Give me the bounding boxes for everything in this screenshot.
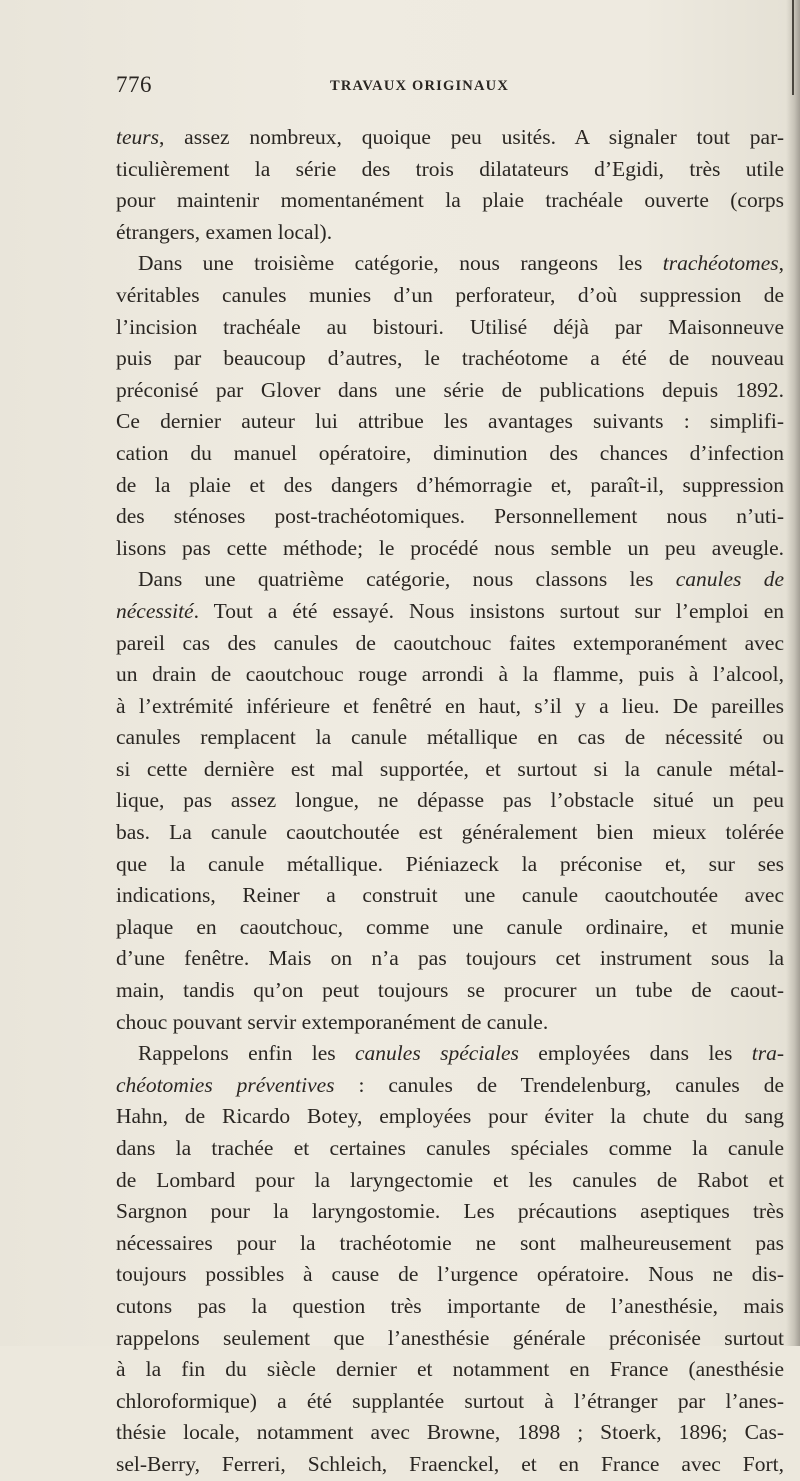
text-run: pareil cas des canules de caoutchouc faites extemporanément avec [116, 630, 784, 655]
text-run: lisons pas cette méthode; le procédé nous semble un peu aveugle. [116, 535, 784, 560]
text-line [116, 1228, 784, 1260]
text-run: Dans une troisième catégorie, nous rangeons les [138, 251, 663, 276]
text-run: sel-Berry, Ferreri, Schleich, Fraenckel, et en France avec Fort, [116, 1451, 784, 1476]
text-run: chouc pouvant servir extemporanément de canule. [116, 1009, 549, 1034]
text-run: , assez nombreux, quoique peu usités. A signaler tout par- [159, 125, 784, 149]
text-run: de Lombard pour la laryngectomie et les canules de Rabot et [116, 1167, 784, 1192]
running-head: TRAVAUX ORIGINAUX [330, 78, 509, 94]
italic-text: tra- [751, 1041, 784, 1066]
text-run: Ce dernier auteur lui attribue les avantages suivants : simplifi- [116, 409, 784, 434]
text-run: rappelons seulement que l’anesthésie générale préconisée surtout [116, 1325, 784, 1350]
text-line [116, 1291, 784, 1323]
text-line [116, 1101, 784, 1133]
body-text [116, 122, 784, 1481]
text-run: cutons pas la question très importante de l’anesthésie, mais [116, 1293, 784, 1318]
page-header [116, 72, 786, 106]
text-line [116, 217, 784, 249]
text-line [116, 691, 784, 723]
text-run: toujours possibles à cause de l’urgence opératoire. Nous ne dis- [116, 1262, 784, 1287]
text-run: dans la trachée et certaines canules spéciales comme la canule [116, 1136, 784, 1160]
text-run: thésie locale, notamment avec Browne, 1898 ; Stoerk, 1896; Cas- [116, 1420, 784, 1445]
text-run: à la fin du siècle dernier et notamment en France (anesthésie [116, 1357, 784, 1382]
text-run: indications, Reiner a construit une canule caoutchoutée avec [116, 883, 784, 908]
text-run: : canules de Trendelenburg, canules de [334, 1072, 784, 1097]
text-line [116, 343, 784, 375]
text-run: l’incision trachéale au bistouri. Utilisé déjà par Maisonneuve [116, 314, 784, 339]
text-line [116, 470, 784, 502]
italic-text: canules de [675, 567, 785, 592]
text-line [116, 185, 784, 217]
text-line [116, 501, 784, 533]
text-line [116, 1133, 784, 1165]
text-line [116, 122, 784, 154]
text-run: si cette dernière est mal supportée, et surtout si la canule métal- [116, 756, 784, 781]
italic-text: teurs [116, 125, 159, 149]
italic-text: trachéotomes [662, 251, 779, 276]
text-run: ticulièrement la série des trois dilatateurs d’Egidi, très utile [116, 156, 784, 181]
italic-text: nécessité [116, 598, 194, 623]
text-run: main, tandis qu’on peut toujours se procurer un tube de caout- [116, 978, 784, 1003]
text-run: canules remplacent la canule métallique en cas de nécessité ou [116, 725, 784, 750]
text-line [116, 375, 784, 407]
text-run: bas. La canule caoutchoutée est généralement bien mieux tolérée [116, 820, 784, 845]
text-run: . Tout a été essayé. Nous insistons surtout sur l’emploi en [193, 598, 784, 623]
text-line [116, 1417, 784, 1449]
text-run: un drain de caoutchouc rouge arrondi à la flamme, puis à l’alcool, [116, 662, 784, 687]
text-line [116, 564, 784, 596]
text-run: de la plaie et des dangers d’hémorragie et, paraît-il, suppression [116, 472, 784, 497]
text-line [116, 533, 784, 565]
text-line [116, 943, 784, 975]
text-run: puis par beaucoup d’autres, le trachéotome a été de nouveau [116, 346, 784, 371]
text-line [116, 154, 784, 186]
text-run: d’une fenêtre. Mais on n’a pas toujours cet instrument sous la [116, 946, 784, 971]
text-line [116, 975, 784, 1007]
text-run: Dans une quatrième catégorie, nous classons les [138, 567, 676, 592]
text-line [116, 1259, 784, 1291]
text-line [116, 596, 784, 628]
text-run: , [778, 251, 784, 276]
text-run: Rappelons enfin les [138, 1041, 356, 1066]
text-run: chloroformique) a été supplantée surtout à l’étranger par l’anes- [116, 1388, 784, 1413]
text-line [116, 1323, 784, 1355]
text-line [116, 248, 784, 280]
text-line [116, 1196, 784, 1228]
text-line [116, 280, 784, 312]
text-run: lique, pas assez longue, ne dépasse pas l’obstacle situé un peu [116, 788, 784, 813]
text-run: Hahn, de Ricardo Botey, employées pour éviter la chute du sang [116, 1104, 784, 1129]
text-line [116, 849, 784, 881]
page-number: 776 [116, 72, 152, 97]
text-line [116, 722, 784, 754]
text-run: Sargnon pour la laryngostomie. Les précautions aseptiques très [116, 1199, 784, 1224]
text-run: des sténoses post-trachéotomiques. Personnellement nous n’uti- [116, 504, 784, 529]
text-run: étrangers, examen local). [116, 219, 333, 244]
text-run: pour maintenir momentanément la plaie trachéale ouverte (corps [116, 188, 784, 213]
italic-text: chéotomies préventives [116, 1072, 335, 1097]
text-line [116, 628, 784, 660]
text-run: véritables canules munies d’un perforateur, d’où suppression de [116, 282, 784, 307]
text-run: employées dans les [518, 1041, 752, 1066]
text-line [116, 406, 784, 438]
text-line [116, 912, 784, 944]
text-run: à l’extrémité inférieure et fenêtré en haut, s’il y a lieu. De pareilles [116, 693, 784, 718]
text-run: cation du manuel opératoire, diminution des chances d’infection [116, 440, 784, 465]
text-line [116, 1354, 784, 1386]
text-line [116, 1449, 784, 1481]
text-line [116, 438, 784, 470]
text-line [116, 312, 784, 344]
text-line [116, 1165, 784, 1197]
text-run: que la canule métallique. Piéniazeck la préconise et, sur ses [116, 851, 784, 876]
italic-text: canules spéciales [355, 1041, 519, 1066]
text-run: préconisé par Glover dans une série de publications depuis 1892. [116, 377, 784, 402]
page-edge-shadow [786, 0, 800, 1346]
text-line [116, 817, 784, 849]
text-line [116, 754, 784, 786]
text-line [116, 1007, 784, 1039]
text-line [116, 1386, 784, 1418]
text-line [116, 659, 784, 691]
page-edge-mark [792, 0, 794, 95]
text-run: plaque en caoutchouc, comme une canule ordinaire, et munie [116, 914, 784, 939]
text-line [116, 1038, 784, 1070]
text-line [116, 1070, 784, 1102]
text-line [116, 880, 784, 912]
text-line [116, 785, 784, 817]
text-run: nécessaires pour la trachéotomie ne sont malheureusement pas [116, 1230, 784, 1255]
